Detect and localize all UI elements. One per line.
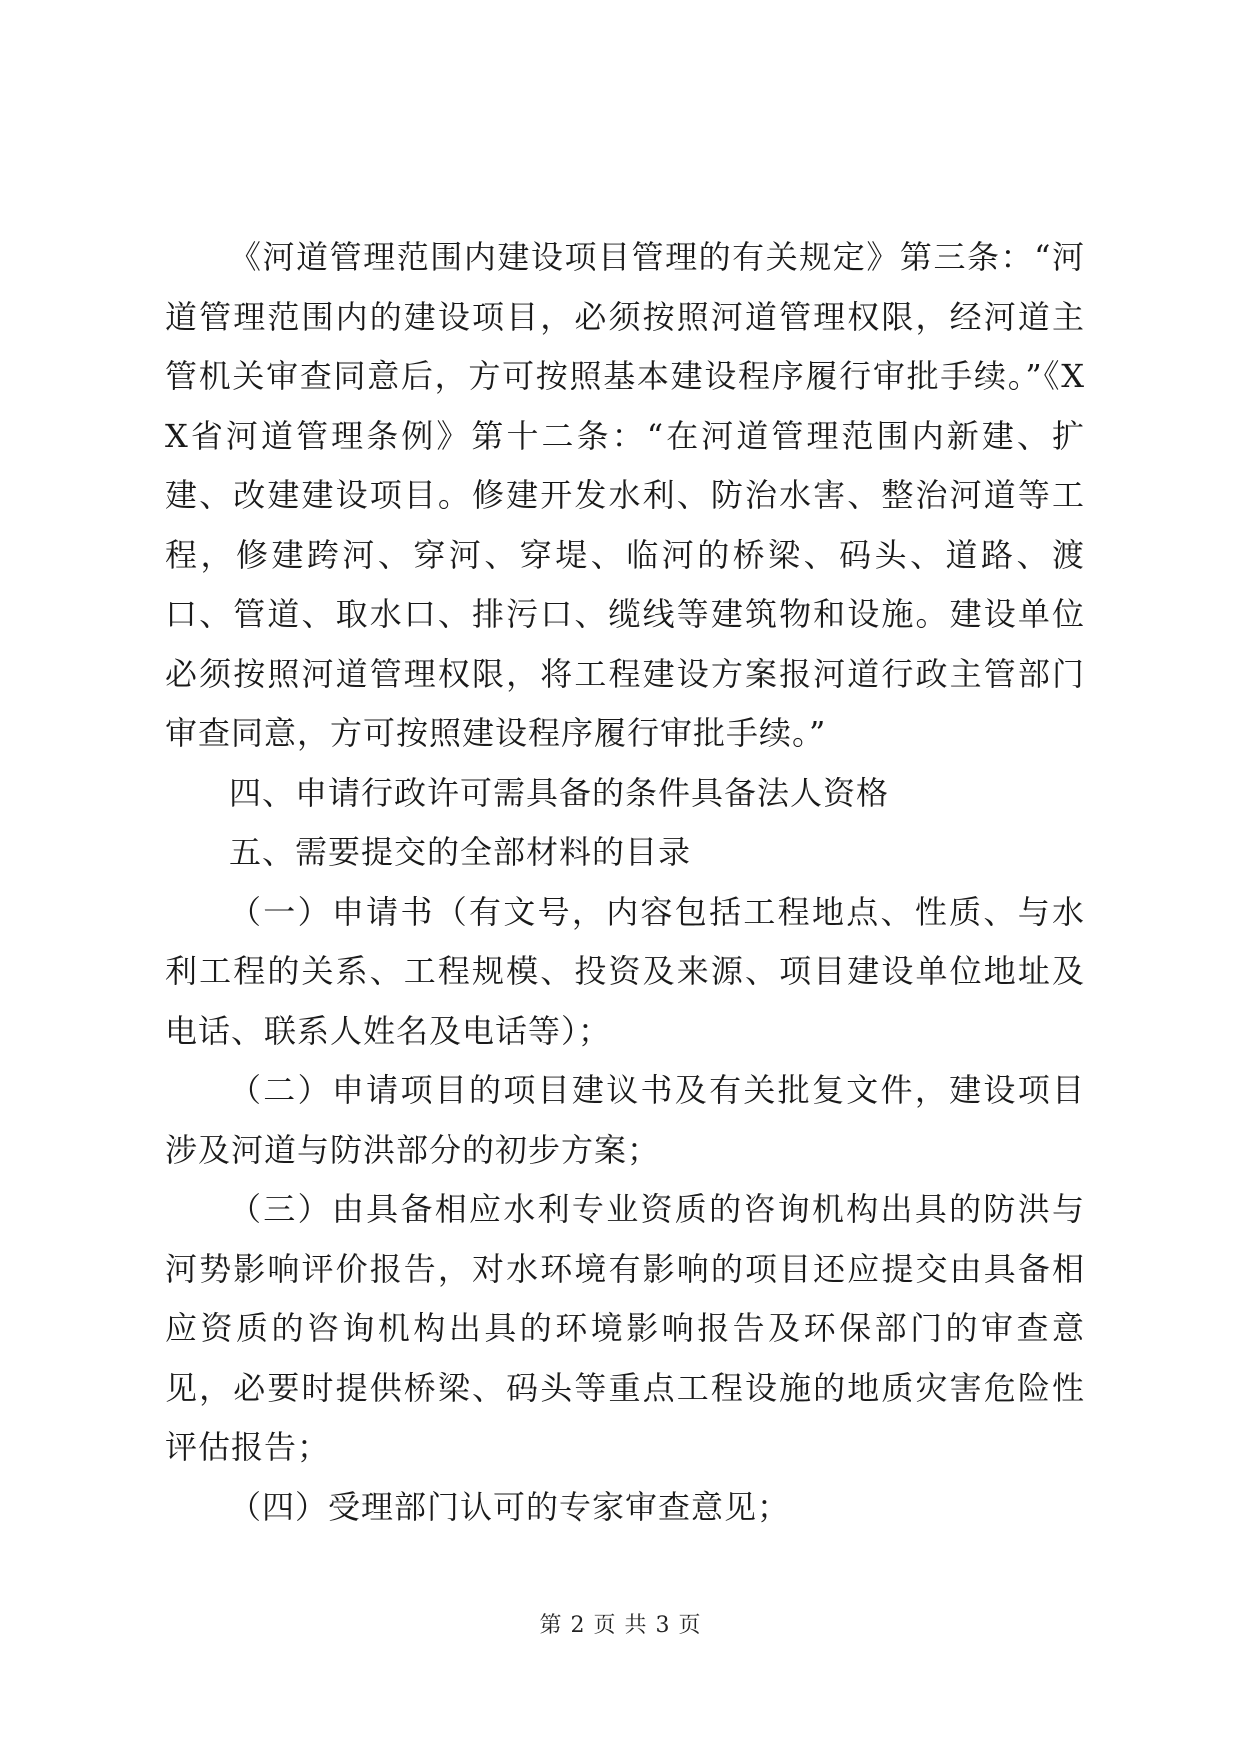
paragraph-item-three: （三）由具备相应水利专业资质的咨询机构出具的防洪与河势影响评价报告，对水环境有影响的项目还应提交由具备相应资质的咨询机构出具的环境影响报告及环保部门的审查意见，必要时提供桥梁、码头等重点工程设施的地质灾害危险性评估报告；: [165, 1190, 1085, 1466]
paragraph-section-five: 五、需要提交的全部材料的目录: [229, 833, 692, 871]
paragraph-section-four: 四、申请行政许可需具备的条件具备法人资格: [229, 773, 890, 812]
paragraph-item-four: （四）受理部门认可的专家审查意见；: [229, 1487, 791, 1526]
document-body: [165, 228, 1085, 1537]
paragraph-regulations-citation: 《河道管理范围内建设项目管理的有关规定》第三条：“河道管理范围内的建设项目，必须按照河道管理权限，经河道主管机关审查同意后，方可按照基本建设程序履行审批手续。”《XX省河道管理条例》第十二条：“在河道管理范围内新建、扩建、改建建设项目。修建开发水利、防治水害、整治河道等工程，修建跨河、穿河、穿堤、临河的桥梁、码头、道路、渡口、管道、取水口、排污口、缆线等建筑物和设施。建设单位必须按照河道管理权限，将工程建设方案报河道行政主管部门审查同意，方可按照建设程序履行审批手续。”: [165, 238, 1085, 752]
paragraph-item-one: （一）申请书（有文号，内容包括工程地点、性质、与水利工程的关系、工程规模、投资及来源、项目建设单位地址及电话、联系人姓名及电话等）；: [165, 892, 1085, 1050]
page-number-footer: 第 2 页 共 3 页: [539, 1613, 702, 1638]
paragraph-item-two: （二）申请项目的项目建议书及有关批复文件，建设项目涉及河道与防洪部分的初步方案；: [165, 1071, 1085, 1169]
